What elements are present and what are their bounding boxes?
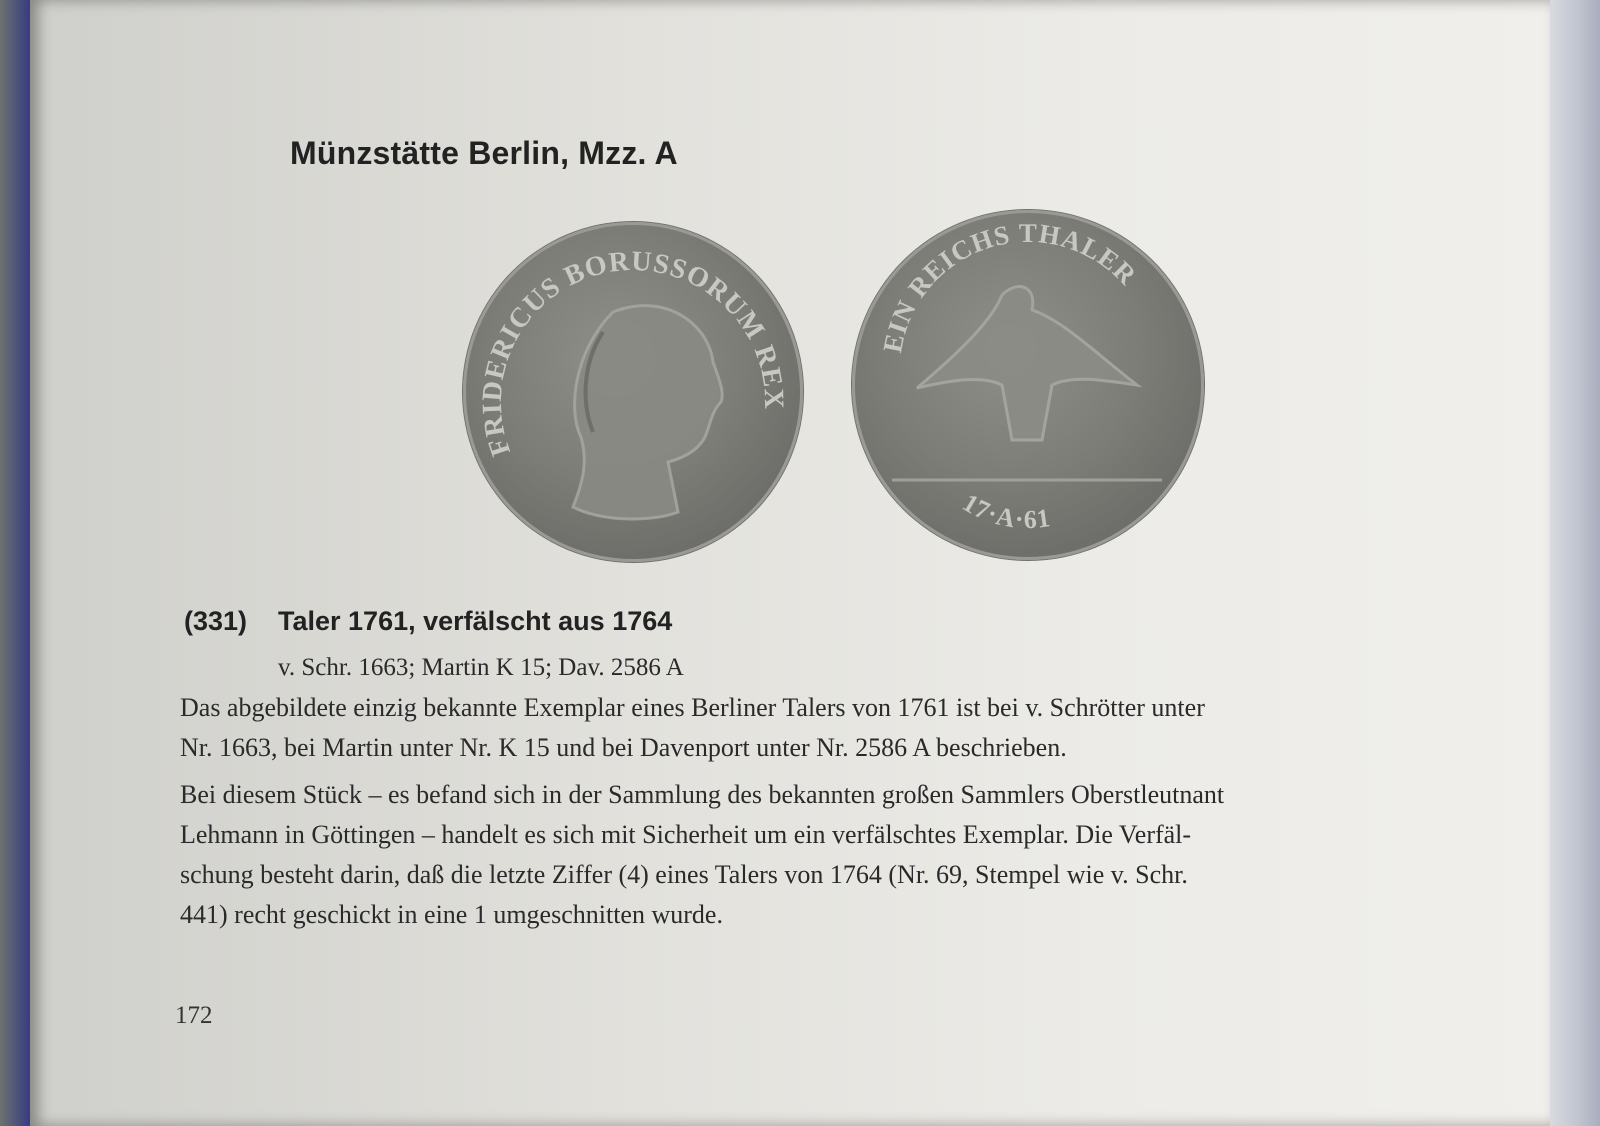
coin-obverse-image	[463, 222, 803, 562]
entry-number: (331)	[184, 606, 248, 636]
page-number: 172	[175, 1002, 213, 1029]
paragraph-line: schung besteht darin, daß die letzte Ziffer (4) eines Talers von 1764 (Nr. 69, Stempel wie v. Schr.	[180, 860, 1188, 889]
paragraph-line: Nr. 1663, bei Martin unter Nr. K 15 und bei Davenport unter Nr. 2586 A beschrieben.	[180, 733, 1067, 762]
paragraph-line: Bei diesem Stück – es befand sich in der Sammlung des bekannten großen Sammlers Oberstleutnant	[180, 780, 1225, 809]
entry-references: v. Schr. 1663; Martin K 15; Dav. 2586 A	[278, 654, 684, 681]
section-heading: Münzstätte Berlin, Mzz. A	[290, 135, 678, 171]
page-edge	[1550, 0, 1600, 1126]
coin-reverse-image	[852, 210, 1204, 560]
description-paragraph-2	[180, 775, 1480, 935]
book-page	[30, 0, 1550, 1126]
description-paragraph-1	[180, 688, 1480, 768]
paragraph-line: Lehmann in Göttingen – handelt es sich mit Sicherheit um ein verfälschtes Exemplar. Die Verfäl-	[180, 820, 1192, 849]
paragraph-line: Das abgebildete einzig bekannte Exemplar eines Berliner Talers von 1761 ist bei v. Schrötter unter	[180, 693, 1205, 722]
reverse-legend-text: EIN REICHS THALER	[877, 217, 1143, 356]
paragraph-line: 441) recht geschickt in eine 1 umgeschnitten wurde.	[180, 900, 723, 929]
obverse-legend-text: FRIDERICUS BORUSSORUM REX	[476, 245, 790, 460]
entry-title: Taler 1761, verfälscht aus 1764	[278, 606, 673, 636]
reverse-date-text: 17·A·61	[957, 487, 1053, 535]
